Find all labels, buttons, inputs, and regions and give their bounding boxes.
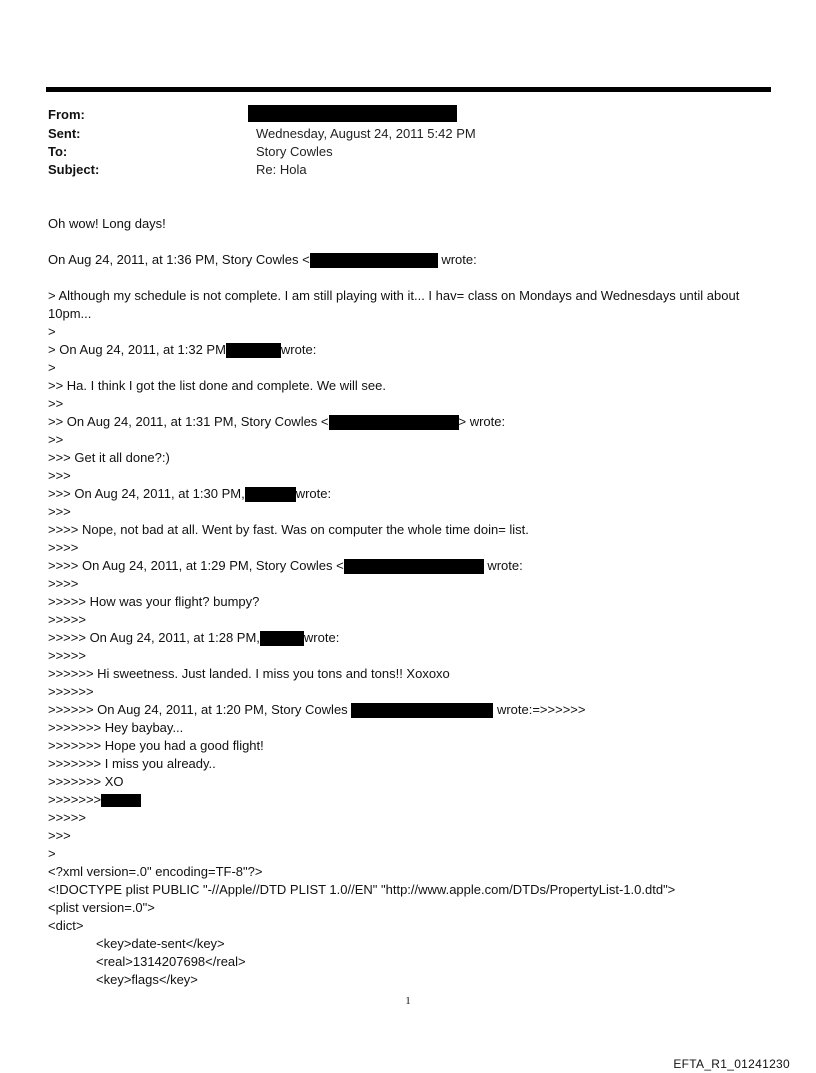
from-redaction <box>248 105 457 122</box>
xml-line: <dict> <box>48 918 84 933</box>
body-line: > <box>48 846 56 861</box>
body-line: >>>> <box>48 576 79 591</box>
subject-label: Subject: <box>48 162 100 177</box>
subject-value: Re: Hola <box>256 162 307 177</box>
body-line: >>>> <box>48 540 79 555</box>
sent-value: Wednesday, August 24, 2011 5:42 PM <box>256 126 476 141</box>
body-line: >>>>>> On Aug 24, 2011, at 1:20 PM, Story Cowles wrote:=>>>>>> <box>48 702 586 717</box>
document-id: EFTA_R1_01241230 <box>673 1057 790 1071</box>
body-line: >>> <box>48 504 71 519</box>
email-redaction <box>351 703 493 718</box>
name-redaction <box>245 487 296 502</box>
page-number: 1 <box>405 995 411 1007</box>
from-label: From: <box>48 107 85 122</box>
body-line: >>>>> How was your flight? bumpy? <box>48 594 260 609</box>
body-line: >>>>> <box>48 612 86 627</box>
name-redaction <box>101 794 141 807</box>
email-redaction <box>310 253 438 268</box>
xml-line: <real>1314207698</real> <box>96 954 246 969</box>
body-line: > <box>48 324 56 339</box>
body-line: > <box>48 360 56 375</box>
name-redaction <box>226 343 281 358</box>
body-line: >>> On Aug 24, 2011, at 1:30 PM, wrote: <box>48 486 332 501</box>
body-line: >>>>>>> XO <box>48 774 124 789</box>
email-redaction <box>344 559 484 574</box>
body-line: >>> Get it all done?:) <box>48 450 170 465</box>
body-line: >>>>> <box>48 648 86 663</box>
body-line: >>>>>>> I miss you already.. <box>48 756 216 771</box>
body-line: >> <box>48 396 64 411</box>
body-line: >>>> Nope, not bad at all. Went by fast. Was on computer the whole time doin= list. <box>48 522 529 537</box>
body-line: >> On Aug 24, 2011, at 1:31 PM, Story Cowles < > wrote: <box>48 414 506 429</box>
xml-line: <key>flags</key> <box>96 972 198 987</box>
header-rule <box>46 87 771 92</box>
email-redaction <box>329 415 459 430</box>
to-value: Story Cowles <box>256 144 333 159</box>
xml-line: <?xml version=.0" encoding=TF-8"?> <box>48 864 263 879</box>
body-line: > On Aug 24, 2011, at 1:32 PM wrote: <box>48 342 317 357</box>
body-line: >> <box>48 432 64 447</box>
name-redaction <box>260 631 304 646</box>
xml-line: <!DOCTYPE plist PUBLIC "-//Apple//DTD PLIST 1.0//EN" "http://www.apple.com/DTDs/PropertyList-1.0.dtd"> <box>48 882 676 897</box>
sent-label: Sent: <box>48 126 81 141</box>
body-line: >>>> On Aug 24, 2011, at 1:29 PM, Story Cowles < wrote: <box>48 558 523 573</box>
body-line: >>>>>>> <box>48 791 778 809</box>
body-line: > Although my schedule is not complete. I am still playing with it... I hav= class on Mondays and Wednesdays until about 10pm... <box>48 288 740 321</box>
body-line: >>> <box>48 828 71 843</box>
to-label: To: <box>48 144 68 159</box>
body-line: >>>>>> Hi sweetness. Just landed. I miss you tons and tons!! Xoxoxo <box>48 666 450 681</box>
xml-line: <plist version=.0"> <box>48 900 155 915</box>
body-line: >>>>> <box>48 810 86 825</box>
body-line: >> Ha. I think I got the list done and complete. We will see. <box>48 378 386 393</box>
body-line: Oh wow! Long days! <box>48 216 166 231</box>
body-line: >>>>>>> Hey baybay... <box>48 720 184 735</box>
body-line: >>>>>>> Hope you had a good flight! <box>48 738 264 753</box>
xml-line: <key>date-sent</key> <box>96 936 225 951</box>
body-line: >>>>>> <box>48 684 94 699</box>
email-body <box>48 215 778 989</box>
body-line: On Aug 24, 2011, at 1:36 PM, Story Cowles < wrote: <box>48 252 477 267</box>
body-line: >>>>> On Aug 24, 2011, at 1:28 PM, wrote: <box>48 630 340 645</box>
body-line: >>> <box>48 468 71 483</box>
